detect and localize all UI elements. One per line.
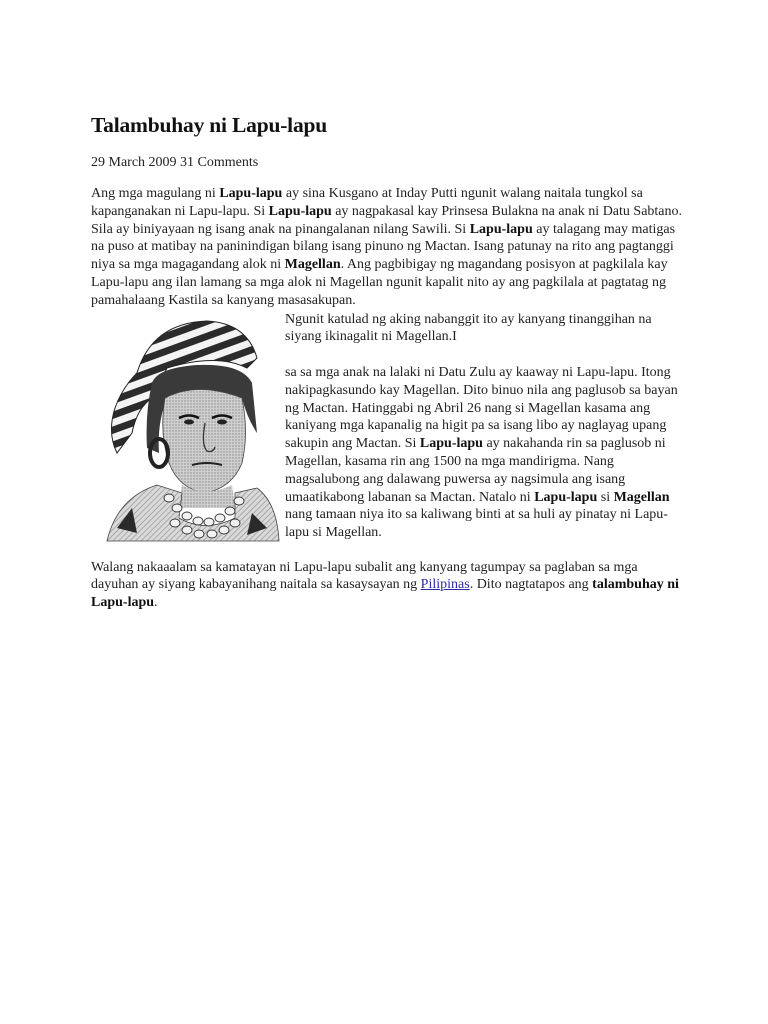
text-run: Ang mga magulang ni [91, 186, 220, 201]
paragraph-conclusion [91, 559, 683, 612]
text-run: nang tamaan niya ito sa kaliwang binti at sa huli ay pinatay ni Lapu-lapu si Magellan. [285, 507, 668, 541]
bold-title-ref: talambuhay ni Lapu-lapu [91, 577, 679, 611]
text-run: . Dito nagtatapos ang [469, 577, 593, 593]
document-page [91, 112, 683, 612]
text-run: ay nagpakasal kay Prinsesa Bulakna na anak ni Datu Sabtano. Sila ay biniyayaan ng isang anak na pinangalanan nilang Sawili. Si [91, 203, 683, 237]
text-run: Walang nakaaalam sa kamatayan ni Lapu-lapu subalit ang kanyang tagumpay sa paglaban sa mga dayuhan ay siyang kabayanihang naitala sa kasaysayan ng [91, 559, 638, 593]
portrait-section [91, 311, 683, 543]
text-run: si [597, 489, 614, 505]
text-run: ay nakahanda rin sa paglusob ni Magellan, kasama rin ang 1500 na mga mandirigma. Nang magsalubong ang dalawang puwersa ay nagsimula ang isang umaatikabong labanan sa Mactan. Natalo ni [285, 436, 666, 505]
bold-name: Lapu-lapu [219, 186, 283, 201]
bold-name: Magellan [284, 257, 341, 273]
bold-name: Magellan [613, 489, 670, 505]
bold-name: Lapu-lapu [469, 221, 533, 237]
bold-name: Lapu-lapu [419, 436, 483, 452]
text-run: ay sina Kusgano at Inday Putti ngunit walang naitala tungkol sa kapanganakan ni Lapu-lapu. Si [91, 186, 643, 219]
text-run: . Ang pagbibigay ng magandang posisyon at pagkilala kay Lapu-lapu ang ilan lamang sa mga alok ni Magellan ngunit kapalit nito ay ang pagkilala at pagtatag ng pamahalaang Kastila sa kanyang masasakupan. [91, 257, 668, 308]
bold-name: Lapu-lapu [534, 489, 598, 505]
text-run: sa sa mga anak na lalaki ni Datu Zulu ay kaaway ni Lapu-lapu. Itong nakipagkasundo kay Magellan. Dito binuo nila ang paglusob sa bayan ng Mactan. Hatinggabi ng Abril 26 nang si Magellan kasama ang kaniyang mga kapanalig na higit pa sa isang libo ay naglayag upang sakupin ang Mactan. Si [285, 364, 678, 452]
text-run: . [154, 595, 158, 611]
paragraph-battle [285, 364, 683, 542]
page-title: Talambuhay ni Lapu-lapu [91, 113, 328, 137]
pilipinas-link[interactable]: Pilipinas [420, 577, 470, 593]
post-meta: 29 March 2009 31 Comments [91, 155, 259, 170]
lapu-lapu-portrait-image [97, 313, 281, 543]
paragraph-refusal: Ngunit katulad ng aking nabanggit ito ay kanyang tinanggihan na siyang ikinagalit ni Magellan.I [285, 311, 652, 345]
blank-line [285, 346, 683, 364]
paragraph-intro [91, 185, 683, 310]
bold-name: Lapu-lapu [268, 203, 332, 219]
side-text [285, 311, 683, 543]
text-run: ay talagang may matigas na puso at matibay na paninindigan bilang isang pinuno ng Mactan. Isang patunay na rito ang pagtanggi niya sa mga magagandang alok ni [91, 221, 676, 273]
